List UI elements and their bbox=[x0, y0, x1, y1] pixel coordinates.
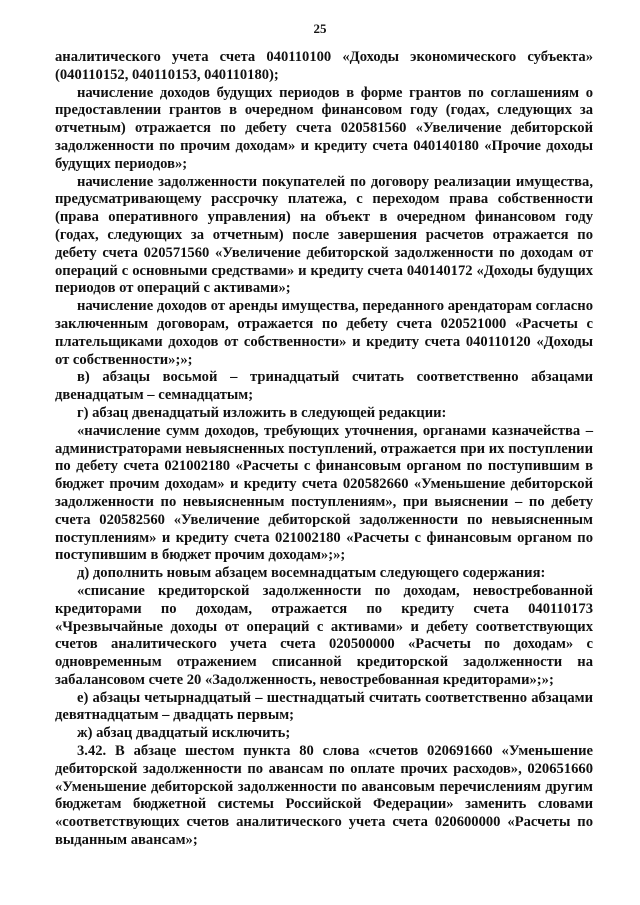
page-number: 25 bbox=[313, 21, 327, 36]
paragraph-item-v: в) абзацы восьмой – тринадцатый считать соответственно абзацами двенадцатым – семнадцатым; bbox=[55, 369, 593, 404]
paragraph-continuation: аналитического учета счета 040110100 «Доходы экономического субъекта» (040110152, 040110153, 040110180); bbox=[55, 49, 593, 83]
document-body bbox=[55, 49, 593, 850]
paragraph-buyer-debt: начисление задолженности покупателей по договору реализации имущества, предусматривающему рассрочку платежа, с переходом права собственности (права оперативного управления) на объект в очередном финансовом году (годах, следующих за отчетным) после завершения расчетов отражается по дебету счета 020571560 «Увеличение дебиторской задолженности по доходам от операций с основными средствами» и кредиту счета 040140172 «Доходы будущих периодов от операций с активами»; bbox=[55, 173, 593, 297]
paragraph-section-3-42: 3.42. В абзаце шестом пункта 80 слова «счетов 020691660 «Уменьшение дебиторской задолженности по авансам по оплате прочих расходов», 020651660 «Уменьшение дебиторской задолженности по авансовым перечислениям другим бюджетам бюджетной системы Российской Федерации» заменить словами «соответствующих счетов аналитического учета счета 020600000 «Расчеты по выданным авансам»; bbox=[55, 743, 593, 849]
paragraph-item-g: г) абзац двенадцатый изложить в следующей редакции: bbox=[77, 404, 447, 421]
paragraph-item-d: д) дополнить новым абзацем восемнадцатым следующего содержания: bbox=[77, 565, 546, 582]
paragraph-rent-income: начисление доходов от аренды имущества, переданного арендаторам согласно заключенным договорам, отражается по дебету счета 020521000 «Расчеты с плательщиками доходов от собственности» и кредиту счета 040110120 «Доходы от собственности»;»; bbox=[55, 298, 593, 368]
paragraph-grants-deferred-income: начисление доходов будущих периодов в форме грантов по соглашениям о предоставлении грантов в очередном финансовом году (годах, следующих за отчетным) отражается по дебету счета 020581560 «Увеличение дебиторской задолженности по прочим доходам» и кредиту счета 040140180 «Прочие доходы будущих периодов»; bbox=[55, 84, 593, 172]
paragraph-unclarified-receipts: «начисление сумм доходов, требующих уточнения, органами казначейства – администраторами невыясненных поступлений, отражается при их поступлении по дебету счета 021002180 «Расчеты с финансовым органом по поступившим в бюджет прочим доходам» и кредиту счета 020582660 «Уменьшение дебиторской задолженности по невыясненным поступлениям», при выяснении – по дебету счета 020582560 «Увеличение дебиторской задолженности по невыясненным поступлениям» и кредиту счета 021002180 «Расчеты с финансовым органом по поступившим в бюджет прочим доходам»;»; bbox=[55, 422, 593, 564]
paragraph-item-e: е) абзацы четырнадцатый – шестнадцатый считать соответственно абзацами девятнадцатым – двадцать первым; bbox=[55, 689, 593, 724]
paragraph-item-zh: ж) абзац двадцатый исключить; bbox=[77, 725, 291, 742]
paragraph-write-off-creditor-debt: «списание кредиторской задолженности по доходам, невостребованной кредиторами по доходам, отражается по кредиту счета 040110173 «Чрезвычайные доходы от операций с активами» и дебету соответствующих счетов аналитического учета счета 020500000 «Расчеты по доходам» с одновременным отражением списанной кредиторской задолженности на забалансовом счете 20 «Задолженность, невостребованная кредиторами»;»; bbox=[55, 582, 593, 688]
